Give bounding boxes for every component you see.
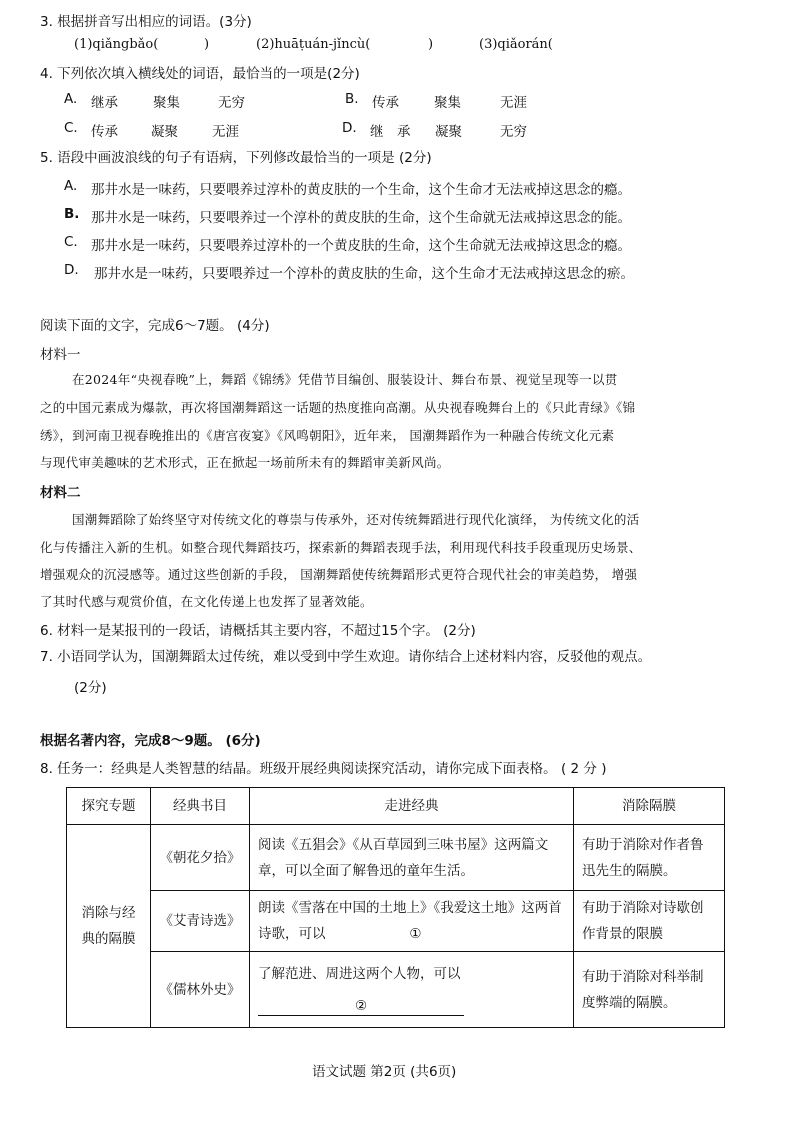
q4-option-d-word-2: 凝聚 <box>435 124 462 140</box>
header-topic: 探究专题 <box>67 788 151 825</box>
q4-option-b-word-3: 无涯 <box>500 95 527 111</box>
q4-option-b-word-1: 传承 <box>372 95 399 111</box>
header-book: 经典书目 <box>151 788 250 825</box>
classics-intro: 根据名著内容，完成8～9题。 (6分) <box>40 733 261 749</box>
material-2-line-2: 化与传播注入新的生机。如整合现代舞蹈技巧，探索新的舞蹈表现手法，利用现代科技手段重现历史场景、 <box>40 540 642 555</box>
q3-stem: 3. 根据拼音写出相应的词语。(3分) <box>40 14 252 30</box>
q8-stem: 8. 任务一：经典是人类智慧的结晶。班级开展经典阅读探究活动，请你完成下面表格。 ( 2 分 ) <box>40 761 607 777</box>
reading-intro: 阅读下面的文字，完成6～7题。 (4分) <box>40 318 270 334</box>
q7-score: (2分) <box>74 680 107 696</box>
book-cell: 《朝花夕拾》 <box>151 825 250 891</box>
q4-option-c-label: C. <box>64 120 78 136</box>
q5-option-d-label: D. <box>64 262 79 278</box>
q5-stem: 5. 语段中画波浪线的句子有语病，下列修改最恰当的一项是 (2分) <box>40 150 432 166</box>
material-1-line-2: 之的中国元素成为爆款，再次将国潮舞蹈这一话题的热度推向高潮。从央视春晚舞台上的《只此青绿》《锦 <box>40 400 636 415</box>
material-1-title: 材料一 <box>40 347 81 363</box>
q4-option-a-word-1: 继承 <box>91 95 118 111</box>
enter-text: 了解范进、周进这两个人物，可以 <box>258 965 461 982</box>
q3-item-1: (1)qiǎngbǎo( <box>74 37 159 52</box>
q4-option-d-word-1: 继 承 <box>370 124 411 140</box>
q5-option-d-text: 那井水是一味药，只要喂养过一个淳朴的黄皮肤的生命，这个生命才无法戒掉这思念的瘀。 <box>94 266 634 282</box>
remove-cell: 有助于消除对科举制度弊端的隔膜。 <box>574 952 725 1028</box>
material-1-line-1: 在2024年“央视春晚”上，舞蹈《锦绣》凭借节目编创、服装设计、舞台布景、视觉呈现等一以贯 <box>72 372 618 387</box>
classics-table <box>66 787 725 1028</box>
q4-option-d-label: D. <box>342 120 357 136</box>
q3-item-3: (3)qiǎorán( <box>479 37 553 52</box>
material-2-title: 材料二 <box>40 485 81 501</box>
header-enter: 走进经典 <box>250 788 574 825</box>
blank-1-marker: ① <box>409 926 422 942</box>
material-2-line-3: 增强观众的沉浸感等。通过这些创新的手段， 国潮舞蹈使传统舞蹈形式更符合现代社会的审美趋势， 增强 <box>40 567 638 582</box>
q4-option-c-word-1: 传承 <box>91 124 118 140</box>
page-footer: 语文试题 第2页 (共6页) <box>312 1064 457 1080</box>
enter-cell <box>250 952 574 1028</box>
q4-option-b-word-2: 聚集 <box>434 95 461 111</box>
q3-item-1-close: ) <box>204 37 210 52</box>
table-header-row <box>67 788 725 825</box>
enter-cell: 阅读《五猖会》《从百草园到三味书屋》这两篇文章，可以全面了解鲁迅的童年生活。 <box>250 825 574 891</box>
q5-option-c-label: C. <box>64 234 78 250</box>
table-row <box>67 891 725 952</box>
header-remove: 消除隔膜 <box>574 788 725 825</box>
material-1-line-4: 与现代审美趣味的艺术形式，正在掀起一场前所未有的舞蹈审美新风尚。 <box>40 455 450 470</box>
material-2-line-1: 国潮舞蹈除了始终坚守对传统文化的尊崇与传承外，还对传统舞蹈进行现代化演绎， 为传统文化的活 <box>72 512 640 527</box>
table-row <box>67 825 725 891</box>
q4-option-c-word-3: 无涯 <box>212 124 239 140</box>
q4-option-a-word-3: 无穷 <box>218 95 245 111</box>
q3-item-2: (2)huāṭuán-jǐncù( <box>256 37 371 52</box>
remove-cell: 有助于消除对作者鲁迅先生的隔膜。 <box>574 825 725 891</box>
q5-option-c-text: 那井水是一味药，只要喂养过淳朴的一个黄皮肤的生命，这个生命就无法戒掉这思念的瘾。 <box>91 238 631 254</box>
blank-2-marker: ② <box>258 997 464 1016</box>
enter-text: 朗读《雪落在中国的土地上》《我爱这土地》这两首诗歌，可以 <box>258 900 562 942</box>
q5-option-b-text: 那井水是一味药，只要喂养过一个淳朴的黄皮肤的生命，这个生命就无法戒掉这思念的能。 <box>91 210 631 226</box>
q7-stem: 7. 小语同学认为，国潮舞蹈太过传统，难以受到中学生欢迎。请你结合上述材料内容，反驳他的观点。 <box>40 649 652 665</box>
material-2-line-4: 了其时代感与观赏价值，在文化传递上也发挥了显著效能。 <box>40 594 373 609</box>
q5-option-a-text: 那井水是一味药，只要喂养过淳朴的黄皮肤的一个生命，这个生命才无法戒掉这思念的瘾。 <box>91 182 631 198</box>
q6-stem: 6. 材料一是某报刊的一段话，请概括其主要内容，不超过15个字。 (2分) <box>40 623 476 639</box>
table-row <box>67 952 725 1028</box>
material-1-line-3: 绣》，到河南卫视春晚推出的《唐宫夜宴》《风鸣朝阳》，近年来， 国潮舞蹈作为一种融合传统文化元素 <box>40 428 615 443</box>
topic-cell: 消除与经典的隔膜 <box>67 825 151 1028</box>
remove-cell: 有助于消除对诗歇创作背景的限膜 <box>574 891 725 952</box>
q3-item-2-close: ) <box>428 37 434 52</box>
q4-stem: 4. 下列依次填入横线处的词语，最恰当的一项是(2分) <box>40 66 360 82</box>
q4-option-c-word-2: 凝聚 <box>151 124 178 140</box>
book-cell: 《儒林外史》 <box>151 952 250 1028</box>
q4-option-a-label: A. <box>64 91 78 107</box>
q5-option-a-label: A. <box>64 178 78 194</box>
enter-cell <box>250 891 574 952</box>
q4-option-d-word-3: 无穷 <box>500 124 527 140</box>
q5-option-b-label: B. <box>64 206 80 222</box>
book-cell: 《艾青诗选》 <box>151 891 250 952</box>
q4-option-b-label: B. <box>345 91 359 107</box>
q4-option-a-word-2: 聚集 <box>153 95 180 111</box>
